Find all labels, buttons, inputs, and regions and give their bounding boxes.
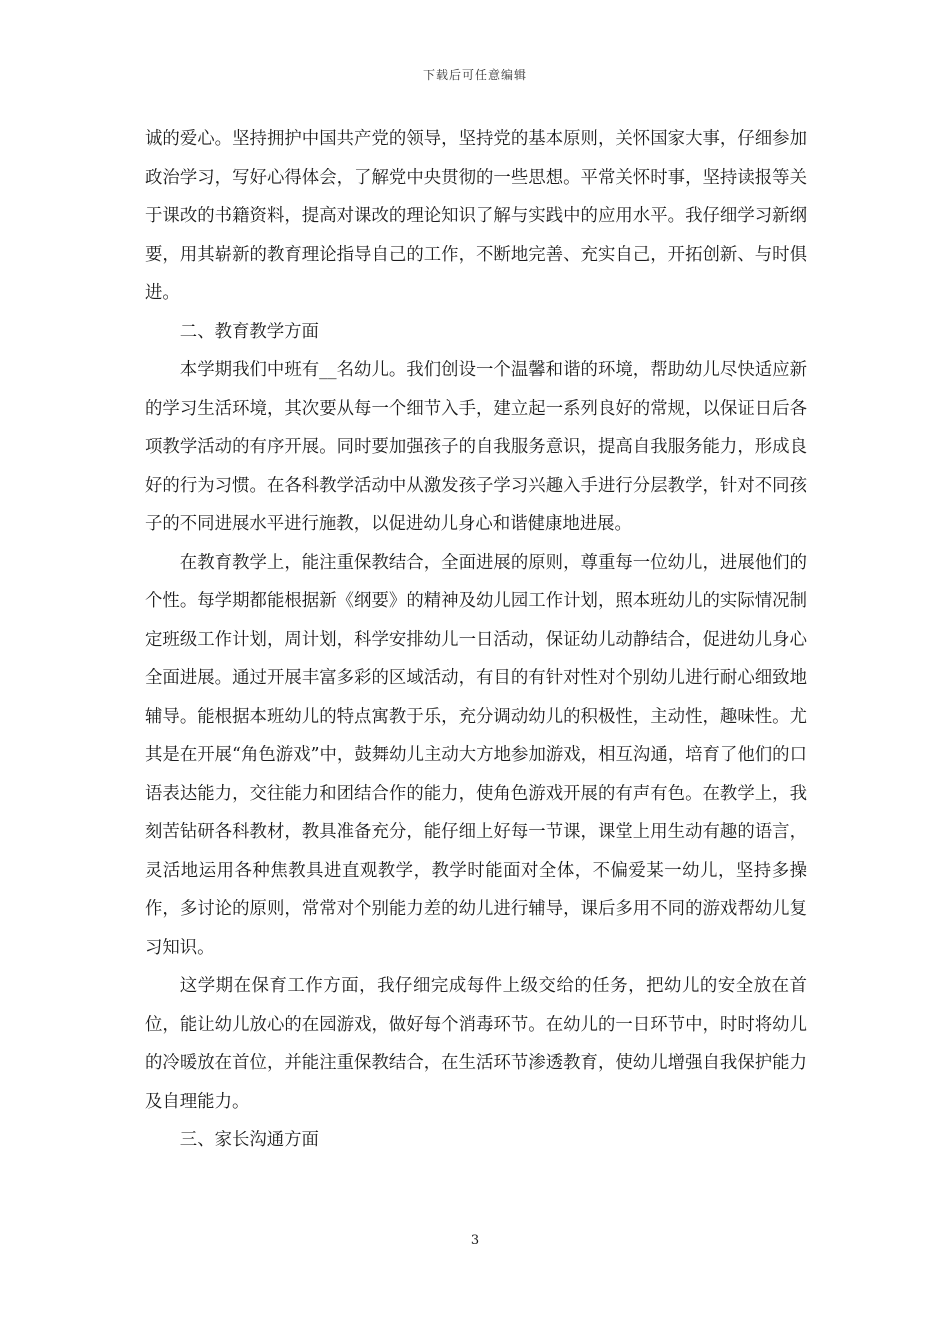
paragraph-continuation: 诚的爱心。坚持拥护中国共产党的领导，坚持党的基本原则，关怀国家大事，仔细参加政治学习，写好心得体会，了解党中央贯彻的一些思想。平常关怀时事，坚持读报等关于课改的书籍资料，提高对课改的理论知识了解与实践中的应用水平。我仔细学习新纲要，用其崭新的教育理论指导自己的工作，不断地完善、充实自己，开拓创新、与时俱进。 (145, 129, 807, 303)
page-number: 3 (470, 1233, 480, 1248)
document-body (145, 120, 807, 1160)
section-heading-teaching: 二、教育教学方面 (179, 321, 319, 342)
paragraph-care-work: 这学期在保育工作方面，我仔细完成每件上级交给的任务，把幼儿的安全放在首位，能让幼儿放心的在园游戏，做好每个消毒环节。在幼儿的一日环节中，时时将幼儿的冷暖放在首位，并能注重保教结合，在生活环节渗透教育，使幼儿增强自我保护能力及自理能力。 (145, 976, 807, 1112)
page-header: 下载后可任意编辑 (422, 68, 527, 82)
paragraph-teaching-principles: 在教育教学上，能注重保教结合，全面进展的原则，尊重每一位幼儿，进展他们的个性。每学期都能根据新《纲要》的精神及幼儿园工作计划，照本班幼儿的实际情况制定班级工作计划，周计划，科学安排幼儿一日活动，保证幼儿动静结合，促进幼儿身心全面进展。通过开展丰富多彩的区域活动，有目的有针对性对个别幼儿进行耐心细致地辅导。能根据本班幼儿的特点寓教于乐，充分调动幼儿的积极性，主动性，趣味性。尤其是在开展“角色游戏”中，鼓舞幼儿主动大方地参加游戏，相互沟通，培育了他们的口语表达能力，交往能力和团结合作的能力，使角色游戏开展的有声有色。在教学上，我刻苦钻研各科教材，教具准备充分，能仔细上好每一节课，课堂上用生动有趣的语言，灵活地运用各种焦教具进直观教学，教学时能面对全体，不偏爱某一幼儿，坚持多操作，多讨论的原则，常常对个别能力差的幼儿进行辅导，课后多用不同的游戏帮幼儿复习知识。 (145, 552, 807, 958)
section-heading-parents: 三、家长沟通方面 (179, 1130, 319, 1150)
paragraph-class-environment: 本学期我们中班有__名幼儿。我们创设一个温馨和谐的环境，帮助幼儿尽快适应新的学习生活环境，其次要从每一个细节入手，建立起一系列良好的常规，以保证日后各项教学活动的有序开展。同时要加强孩子的自我服务意识，提高自我服务能力，形成良好的行为习惯。在各科教学活动中从激发孩子学习兴趣入手进行分层教学，针对不同孩子的不同进展水平进行施教，以促进幼儿身心和谐健康地进展。 (145, 360, 807, 534)
